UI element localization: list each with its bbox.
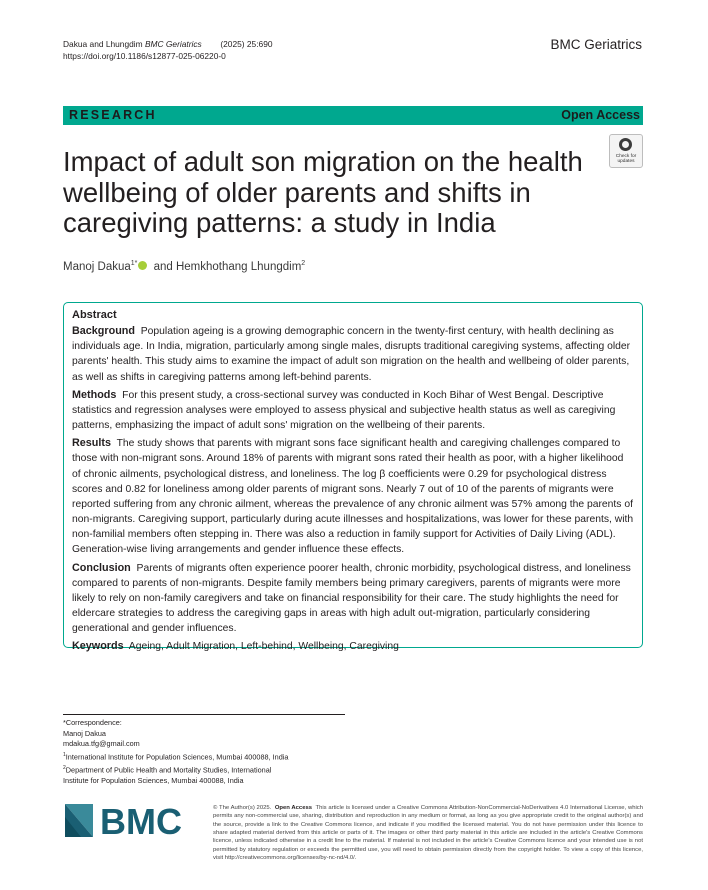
logo-text: BMC bbox=[100, 803, 182, 839]
methods-label: Methods bbox=[72, 388, 117, 401]
doi-link[interactable]: https://doi.org/10.1186/s12877-025-06220-0 bbox=[63, 51, 226, 61]
author-1[interactable]: Manoj Dakua bbox=[63, 260, 131, 273]
badge-line1: Check for bbox=[615, 154, 637, 159]
footnotes bbox=[63, 718, 288, 786]
methods-text: For this present study, a cross-sectional survey was conducted in Koch Bihar of West Bengal. Descriptive statistics and regression analyses were employed to assess physical and subjective health status as well as caregiving patterns, emphasizing the impact of adult sons' migration on the wellbeing of their parents. bbox=[72, 389, 616, 432]
correspondence-label: *Correspondence: bbox=[63, 718, 122, 727]
abstract-background bbox=[72, 324, 634, 385]
citation-issue: (2025) 25:690 bbox=[220, 39, 273, 49]
license-open-access: Open Access bbox=[274, 805, 313, 811]
crossmark-icon bbox=[619, 138, 632, 151]
correspondence-name: Manoj Dakua bbox=[63, 728, 106, 738]
orcid-icon[interactable] bbox=[138, 261, 147, 270]
open-access-label: Open Access bbox=[561, 108, 640, 122]
abstract-results bbox=[72, 436, 634, 557]
affiliation-2-cont: Institute for Population Sciences, Mumbai 400088, India bbox=[63, 775, 244, 785]
abstract-content bbox=[72, 308, 634, 657]
conclusion-text: Parents of migrants often experience poorer health, chronic morbidity, psychological distress, and loneliness compared to parents of non-migrants. Despite family members being primary caregivers, parents of migrants were more likely to rely on non-family caregivers and take on financial responsibility for their care. The study highlights the need for eldercare strategies to address the caregiving gaps in areas with high adult out-migration, particularly considering generational and gender influences. bbox=[72, 562, 631, 635]
results-label: Results bbox=[72, 437, 112, 450]
bmc-logo[interactable] bbox=[65, 803, 195, 839]
citation-journal: BMC Geriatrics bbox=[144, 39, 202, 49]
keywords-label: Keywords bbox=[72, 640, 124, 653]
license-body: This article is licensed under a Creative Commons Attribution-NonCommercial-NoDerivatives 4.0 International License, which permits any non-commercial use, sharing, distribution and reproduction in any medium or format, as long as you give appropriate credit to the original author(s) and the source, provide a link to the Creative Commons licence, and indicate if you modified the licensed material. You do not have permission under this licence to share adapted material derived from this article or parts of it. The images or other third party material in this article are included in the article's Creative Commons licence, unless indicated otherwise in a credit line to the material. If material is not included in the article's Creative Commons licence and your intended use is not permitted by statutory regulation or exceeds the permitted use, you will need to obtain permission directly from the copyright holder. To view a copy of this licence, visit bbox=[213, 805, 643, 862]
conclusion-label: Conclusion bbox=[72, 561, 131, 574]
license-text: © The Author(s) 2025. Open Access This article is licensed under a Creative Commons Attribution-NonCommercial-NoDerivatives 4.0 International License, which permits any non-commercial use, sharing, distribution and reproduction in any medium or format, as long as you give appropriate credit to the original author(s) and the source, provide a link to the Creative Commons licence, and indicate if you modified the licensed material. You do not have permission under this licence to share adapted material derived from this article or parts of it. The images or other third party material in this article are included in the article's Creative Commons licence, unless indicated otherwise in a credit line to the material. If material is not included in the article's Creative Commons licence and your intended use is not permitted by statutory regulation or exceeds the permitted use, you will need to obtain permission directly from the copyright holder. To view a copy of this licence, visit http://creativecommons.org/licenses/by-nc-nd/4.0/. bbox=[213, 805, 643, 862]
article-type-label: RESEARCH bbox=[69, 108, 157, 122]
abstract-keywords bbox=[72, 639, 634, 654]
abstract-heading: Abstract bbox=[72, 309, 117, 321]
background-label: Background bbox=[72, 325, 135, 338]
badge-line2: updates bbox=[617, 159, 635, 164]
citation-authors: Dakua and Lhungdim bbox=[63, 39, 143, 49]
author-list bbox=[63, 260, 305, 273]
abstract-conclusion bbox=[72, 561, 634, 637]
article-title: Impact of adult son migration on the health wellbeing of older parents and shifts in caregiving patterns: a study in India bbox=[63, 146, 583, 238]
license-url[interactable]: http://creativecommons.org/licenses/by-nc-nd/4.0/. bbox=[224, 855, 357, 862]
background-text: Population ageing is a growing demographic concern in the twenty-first century, with health declining as individuals age. In India, migration, particularly among single males, disrupts traditional caregiving systems, affecting older parents' health. This study aims to examine the impact of adult son migration on the health and wellbeing of older parents, as well as shifts in caregiving patterns among left-behind parents. bbox=[72, 326, 631, 383]
correspondence-email[interactable]: mdakua.tfg@gmail.com bbox=[63, 739, 140, 749]
results-text: The study shows that parents with migrant sons face significant health and caregiving challenges compared to those with non-migrant sons. Around 18% of parents with migrant sons rated their health as poor, with a higher likelihood of chronic ailments, psychological distress, and loneliness. The log β coefficients were 0.29 for psychological distress scores and 0.82 for loneliness among older parents of migrant sons. Nearly 7 out of 10 of the parents of migrants were reported suffering from any chronic ailment, whereas the prevalence of any chronic ailment was 57% among the parents of non-migrants. Caregiving support, particularly during acute illnesses and hospitalizations, was lower for these parents, with non-familial members often stepping in. There was also a reduction in family support for Activities of Daily Living (ADL). Generation-wise living arrangements and gender influence these effects. bbox=[72, 438, 634, 556]
keywords-text: Ageing, Adult Migration, Left-behind, Wellbeing, Caregiving bbox=[128, 641, 399, 653]
affiliation-1: $^1$International Institute for Population Sciences, Mumbai 400088, India bbox=[63, 751, 289, 762]
check-for-updates-badge[interactable] bbox=[609, 134, 643, 168]
footnote-divider bbox=[63, 714, 345, 715]
author-2-affiliation: 2 bbox=[301, 260, 306, 267]
author-conjunction: and bbox=[150, 260, 176, 273]
abstract-methods bbox=[72, 388, 634, 433]
author-2[interactable]: Hemkhothang Lhungdim bbox=[175, 260, 302, 273]
journal-name: BMC Geriatrics bbox=[550, 37, 642, 52]
author-1-affiliation: 1* bbox=[130, 260, 138, 267]
running-citation bbox=[63, 38, 273, 62]
affiliation-2: $^2$Department of Public Health and Mortality Studies, International bbox=[63, 764, 272, 775]
